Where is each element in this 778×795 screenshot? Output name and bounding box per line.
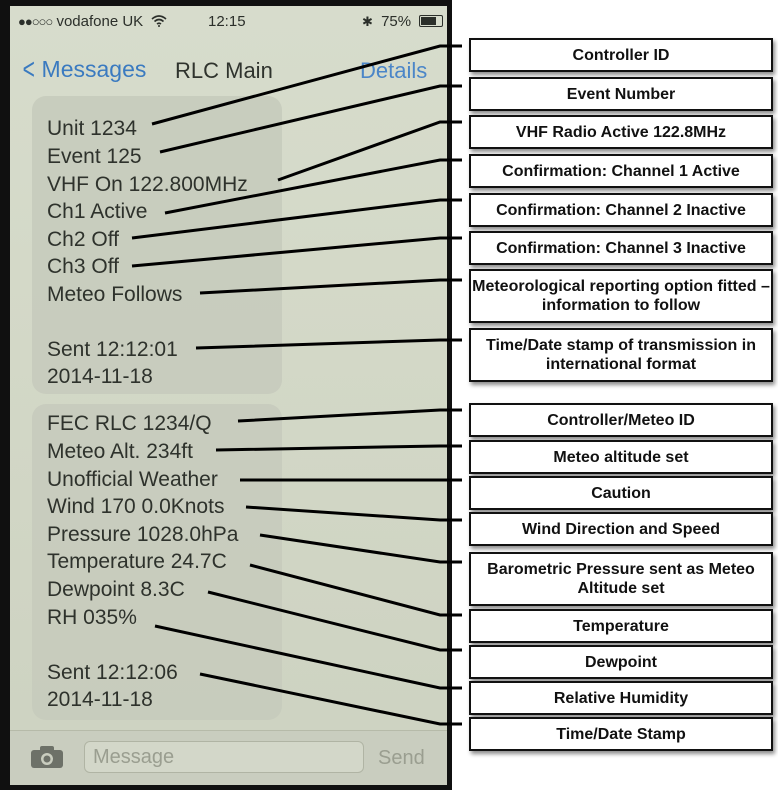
message-input[interactable]	[84, 741, 364, 773]
annotation-label: Time/Date stamp of transmission in international format	[469, 328, 773, 382]
message-line: Event 125	[47, 145, 142, 168]
annotation-label: Controller ID	[469, 38, 773, 72]
chevron-left-icon: <	[22, 52, 35, 86]
back-label: Messages	[41, 56, 147, 82]
battery-icon	[419, 15, 443, 27]
annotation-label: Relative Humidity	[469, 681, 773, 715]
message-line: RH 035%	[47, 606, 137, 629]
message-line: Ch1 Active	[47, 200, 148, 223]
carrier-status	[18, 13, 167, 33]
signal-strength: ●●○○○	[18, 14, 53, 29]
message-line: Meteo Alt. 234ft	[47, 440, 193, 463]
annotation-label: Confirmation: Channel 3 Inactive	[469, 231, 773, 265]
message-sent-time: Sent 12:12:06	[47, 661, 178, 684]
back-button[interactable]	[20, 52, 147, 86]
message-sent-time: Sent 12:12:01	[47, 338, 178, 361]
message-line: Meteo Follows	[47, 283, 183, 306]
message-line: Ch3 Off	[47, 255, 119, 278]
clock: 12:15	[208, 13, 246, 30]
message-line: FEC RLC 1234/Q	[47, 412, 212, 435]
carrier-name: vodafone UK	[56, 13, 144, 30]
annotation-label: Time/Date Stamp	[469, 717, 773, 751]
message-sent-date: 2014-11-18	[47, 688, 153, 711]
message-line: Dewpoint 8.3C	[47, 578, 185, 601]
message-sent-date: 2014-11-18	[47, 365, 153, 388]
navigation-bar	[10, 46, 447, 96]
details-button[interactable]: Details	[360, 58, 428, 83]
message-line: Wind 170 0.0Knots	[47, 495, 225, 518]
wifi-icon	[147, 13, 167, 30]
message-line: VHF On 122.800MHz	[47, 173, 248, 196]
conversation-title: RLC Main	[175, 58, 273, 83]
message-line: Unit 1234	[47, 117, 137, 140]
annotation-label: VHF Radio Active 122.8MHz	[469, 115, 773, 149]
annotation-label: Event Number	[469, 77, 773, 111]
annotation-label: Caution	[469, 476, 773, 510]
annotation-label: Controller/Meteo ID	[469, 403, 773, 437]
phone-screen	[10, 6, 447, 785]
message-line: Unofficial Weather	[47, 468, 218, 491]
annotation-label: Meteo altitude set	[469, 440, 773, 474]
annotation-label: Meteorological reporting option fitted – information to follow	[469, 269, 773, 323]
annotation-label: Confirmation: Channel 2 Inactive	[469, 193, 773, 227]
send-button[interactable]: Send	[378, 747, 425, 769]
annotation-label: Dewpoint	[469, 645, 773, 679]
battery-percent: 75%	[381, 13, 412, 30]
camera-icon[interactable]	[30, 745, 64, 774]
bluetooth-icon: ✱	[362, 14, 373, 29]
annotation-label: Wind Direction and Speed	[469, 512, 773, 546]
battery-status	[362, 13, 443, 33]
annotation-label: Confirmation: Channel 1 Active	[469, 154, 773, 188]
annotation-label: Barometric Pressure sent as Meteo Altitude set	[469, 552, 773, 606]
message-input-bar	[10, 730, 447, 785]
message-line: Pressure 1028.0hPa	[47, 523, 239, 546]
annotation-label: Temperature	[469, 609, 773, 643]
message-line: Temperature 24.7C	[47, 550, 227, 573]
message-line: Ch2 Off	[47, 228, 119, 251]
